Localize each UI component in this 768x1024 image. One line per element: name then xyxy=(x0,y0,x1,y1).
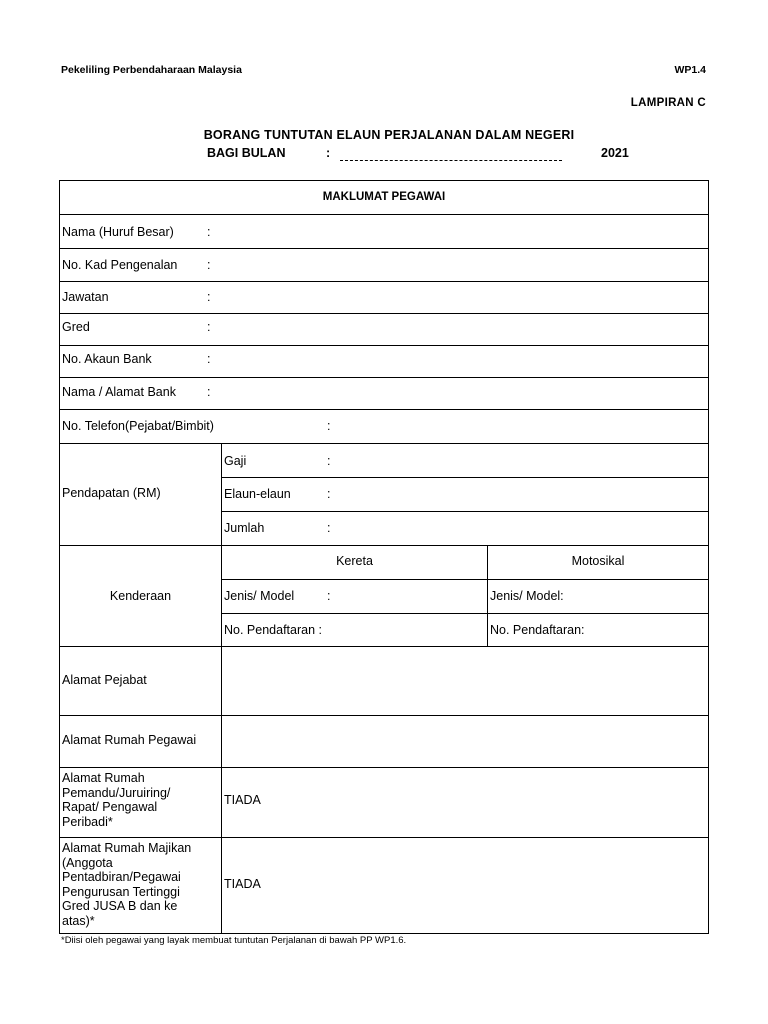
row-divider xyxy=(60,345,708,346)
total-label: Jumlah xyxy=(224,521,265,535)
row-divider xyxy=(60,248,708,249)
month-label: BAGI BULAN xyxy=(207,146,286,160)
home-address-label: Alamat Rumah Pegawai xyxy=(62,733,197,747)
total-colon: : xyxy=(327,521,331,535)
row-divider xyxy=(60,377,708,378)
row-divider xyxy=(60,646,708,647)
bank-account-colon: : xyxy=(207,352,211,366)
row-divider xyxy=(60,545,708,546)
motorcycle-model-label: Jenis/ Model: xyxy=(490,589,564,603)
car-model-colon: : xyxy=(327,589,331,603)
grade-label: Gred xyxy=(62,320,90,334)
row-divider xyxy=(60,409,708,410)
driver-address-value: TIADA xyxy=(224,793,261,807)
month-colon: : xyxy=(326,146,331,160)
income-label: Pendapatan (RM) xyxy=(62,486,161,500)
document-code: WP1.4 xyxy=(674,64,706,76)
bank-name-colon: : xyxy=(207,385,211,399)
footnote: *Diisi oleh pegawai yang layak membuat tuntutan Perjalanan di bawah PP WP1.6. xyxy=(61,935,407,946)
salary-label: Gaji xyxy=(224,454,247,468)
row-divider xyxy=(222,511,708,512)
office-address-label: Alamat Pejabat xyxy=(62,673,147,687)
month-blank-line[interactable] xyxy=(340,160,562,161)
allowance-label: Elaun-elaun xyxy=(224,487,291,501)
name-label: Nama (Huruf Besar) xyxy=(62,225,174,239)
phone-label: No. Telefon(Pejabat/Bimbit) xyxy=(62,419,214,433)
salary-colon: : xyxy=(327,454,331,468)
car-model-label: Jenis/ Model xyxy=(224,589,295,603)
year-label: 2021 xyxy=(601,146,629,160)
grade-colon: : xyxy=(207,320,211,334)
phone-colon: : xyxy=(327,419,331,433)
appendix-label: LAMPIRAN C xyxy=(630,97,706,109)
officer-info-table xyxy=(59,180,709,934)
vehicle-label: Kenderaan xyxy=(109,589,172,603)
row-divider xyxy=(60,313,708,314)
row-divider xyxy=(222,477,708,478)
employer-address-label: Alamat Rumah Majikan (Anggota Pentadbiran/Pegawai Pengurusan Tertinggi Gred JUSA B dan ke atas)* xyxy=(62,841,192,928)
row-divider xyxy=(60,767,708,768)
row-divider xyxy=(60,214,708,215)
ic-colon: : xyxy=(207,258,211,272)
car-header: Kereta xyxy=(336,554,373,568)
position-colon: : xyxy=(207,290,211,304)
row-divider xyxy=(60,837,708,838)
driver-address-label: Alamat Rumah Pemandu/Juruiring/ Rapat/ Pengawal Peribadi* xyxy=(62,771,171,829)
employer-address-value: TIADA xyxy=(224,877,261,891)
row-divider xyxy=(222,613,708,614)
row-divider xyxy=(60,443,708,444)
name-colon: : xyxy=(207,225,211,239)
allowance-colon: : xyxy=(327,487,331,501)
position-label: Jawatan xyxy=(62,290,109,304)
publication-title: Pekeliling Perbendaharaan Malaysia xyxy=(61,64,242,76)
row-divider xyxy=(60,715,708,716)
ic-label: No. Kad Pengenalan xyxy=(62,258,178,272)
bank-name-label: Nama / Alamat Bank xyxy=(62,385,176,399)
motorcycle-header: Motosikal xyxy=(571,554,625,568)
motorcycle-registration-label: No. Pendaftaran: xyxy=(490,623,585,637)
row-divider xyxy=(222,579,708,580)
row-divider xyxy=(60,281,708,282)
form-title: BORANG TUNTUTAN ELAUN PERJALANAN DALAM NEGERI xyxy=(203,128,575,142)
car-registration-label: No. Pendaftaran : xyxy=(224,623,322,637)
bank-account-label: No. Akaun Bank xyxy=(62,352,152,366)
column-divider xyxy=(221,443,222,934)
section-title: MAKLUMAT PEGAWAI xyxy=(322,191,446,203)
